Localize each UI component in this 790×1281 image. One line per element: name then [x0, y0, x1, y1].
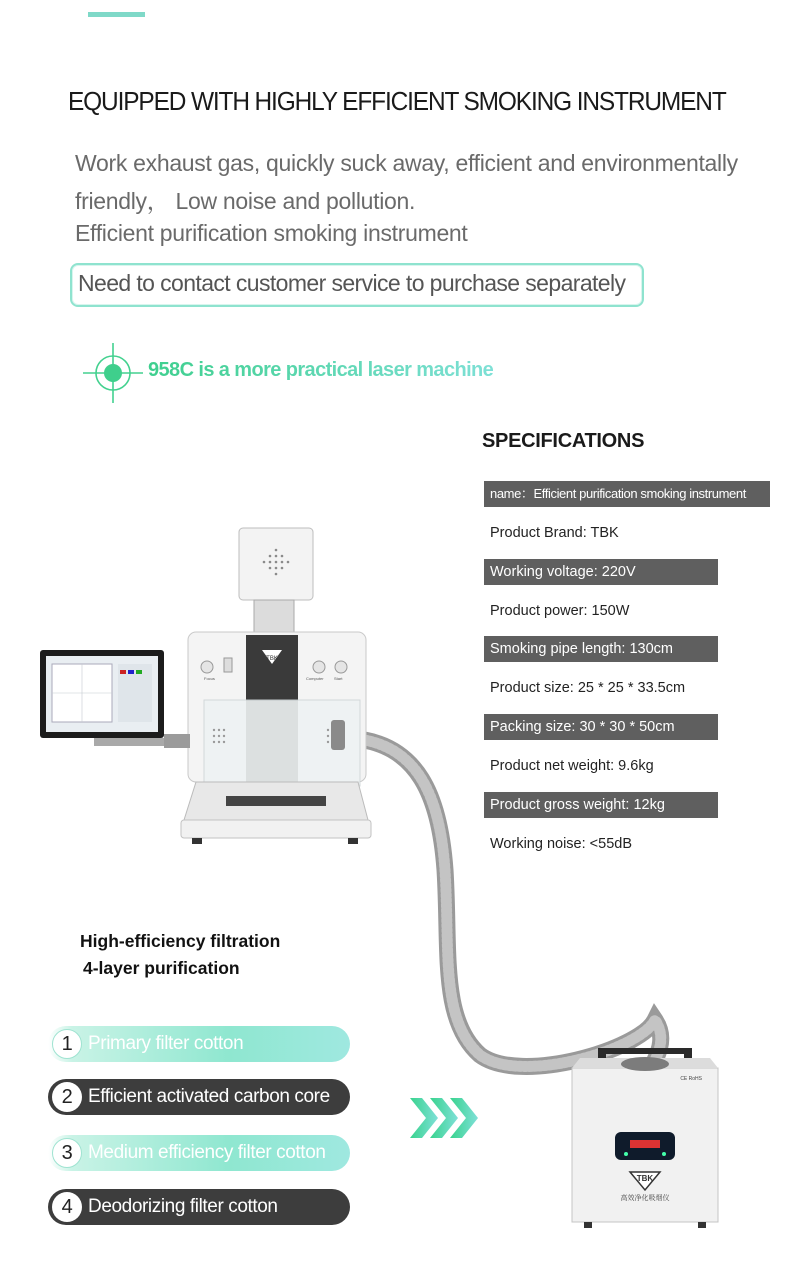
- spec-row-gross-weight: Product gross weight: 12kg: [484, 792, 718, 818]
- spec-row-power: Product power: 150W: [490, 603, 630, 619]
- filtration-title: [80, 928, 280, 982]
- smoke-purifier-image: [560, 1040, 730, 1230]
- laser-machine-image: [36, 520, 376, 850]
- description: [75, 144, 765, 252]
- filtration-title-line-1: High-efficiency filtration: [80, 931, 281, 951]
- purifier-name-label: 高效净化吸烟仪: [620, 1194, 670, 1202]
- ce-mark: CE RoHS: [680, 1076, 702, 1082]
- layer-number: 4: [52, 1192, 82, 1222]
- filtration-title-line-2: 4-layer purification: [83, 958, 240, 978]
- machine-computer-label: Computer: [306, 676, 324, 681]
- description-line-1: Work exhaust gas, quickly suck away, efficient and environmentally: [75, 150, 738, 176]
- machine-start-label: Start: [334, 676, 343, 681]
- spec-row-pipe-length: Smoking pipe length: 130cm: [484, 636, 718, 662]
- spec-row-product-size: Product size: 25 * 25 * 33.5cm: [490, 680, 686, 696]
- spec-row-net-weight: Product net weight: 9.6kg: [490, 758, 654, 774]
- layer-number: 1: [52, 1029, 82, 1059]
- layer-label: Primary filter cotton: [88, 1033, 244, 1054]
- purifier-brand-label: TBK: [636, 1174, 654, 1183]
- description-line-2: friendly， Low noise and pollution.: [75, 188, 416, 214]
- chevron-right-arrows-icon: [410, 1096, 482, 1140]
- machine-brand-label: TBK: [266, 656, 278, 662]
- spec-row-brand: Product Brand: TBK: [490, 525, 619, 541]
- layer-number: 3: [52, 1138, 82, 1168]
- contact-notice: Need to contact customer service to purchase separately: [70, 263, 644, 307]
- crosshair-icon: [82, 342, 144, 404]
- machine-focus-label: Focus: [204, 676, 215, 681]
- spec-row-voltage: Working voltage: 220V: [484, 559, 718, 585]
- layer-label: Deodorizing filter cotton: [88, 1196, 278, 1217]
- spec-row-packing-size: Packing size: 30 * 30 * 50cm: [484, 714, 718, 740]
- filter-layer-1: [48, 1026, 350, 1062]
- layer-label: Medium efficiency filter cotton: [88, 1142, 326, 1163]
- tagline: 958C is a more practical laser machine: [148, 359, 494, 381]
- filter-layer-3: [48, 1135, 350, 1171]
- page-headline: EQUIPPED WITH HIGHLY EFFICIENT SMOKING INSTRUMENT: [68, 86, 726, 116]
- filter-layer-4: [48, 1189, 350, 1225]
- spec-row-name: name：Efficient purification smoking instrument: [484, 481, 770, 507]
- specifications-title: SPECIFICATIONS: [482, 430, 645, 452]
- filter-layer-2: [48, 1079, 350, 1115]
- layer-label: Efficient activated carbon core: [88, 1086, 330, 1107]
- layer-number: 2: [52, 1082, 82, 1112]
- top-accent-bar: [88, 12, 145, 17]
- description-line-3: Efficient purification smoking instrument: [75, 220, 468, 246]
- spec-row-noise: Working noise: <55dB: [490, 836, 632, 852]
